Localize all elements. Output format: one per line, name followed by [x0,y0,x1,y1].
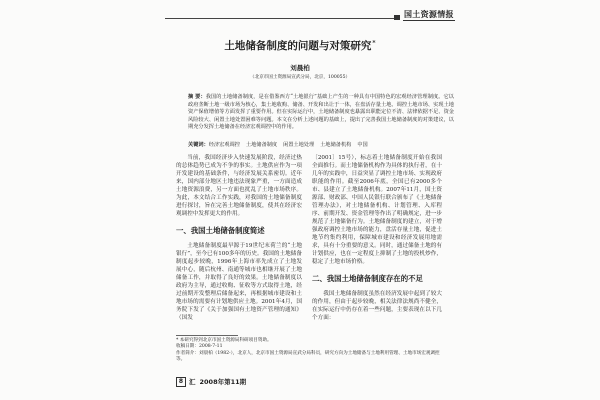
footnote-funding: * 本研究得到北京市国土资源局科研项目资助。 [176,338,272,343]
issue-label: 2008年第11期 [199,377,247,386]
title-footnote-mark: * [372,40,376,47]
author-affiliation: （北京市国土资源局宣武分局，北京，100055） [249,75,351,80]
keyword: 闲置土地处理 [283,142,315,148]
page-number: 8 [176,377,186,387]
footnote-author-bio: 作者简介：刘晨柏（1982-），北京人，北京市国土资源局宣武分局科员，研究方向为土地储备与土地利用管理、土地市场宏观调控等。 [176,350,440,363]
keyword: 经济宏观调控 [208,142,240,148]
article-title: 土地储备制度的问题与对策研究 [224,40,372,52]
intro-paragraph: 当前，我国经济步入快速发展阶段，经济过热的总体趋势已成为不争的事实。土地供应作为一项开发建设的基础条件，与经济发展关系密切。近年来，国内部分地区土地违法现象严重，一方面造成土地资源浪费，另一方面也扰乱了土地市场秩序。为此，本文结合工作实践，对我国的土地储备制度进行探讨，旨在完善土地储备制度，使其在经济宏观调控中发挥更大的作用。 [176,155,302,217]
body-paragraph: 土地储备制度最早源于19世纪末荷兰的“土地银行”，至今已有100多年的历史。我国的土地储备制度起步较晚，1996年上海市率先成立了土地发展中心，随后杭州、南通等城市也相继开展了土地储备工作，并取得了良好的效果。土地储备制度以政府为主导，通过收购、征收等方式取得土地，经过前期开发整理后储备起来，再根据城市建设和土地市场的需要有计划地供应土地。2001年4月，国务院下发了《关于加强国有土地资产管理的通知》（国发 [176,243,302,321]
body-paragraph: 我国土地储备制度虽然在经济发展中起到了较大的作用，但由于起步较晚，相关法律法规尚不健全，在实际运行中仍存在着一些问题，主要表现在以下几个方面： [312,291,442,321]
header-decoration-bar [394,15,400,20]
footnotes [176,338,442,364]
section-heading: 二、我国土地储备制度存在的不足 [312,274,423,283]
abstract-label: 摘 要： [188,94,206,100]
keywords-label: 关键词： [188,142,209,148]
footer-mark: 汇 [189,377,196,386]
footnote-rule [176,335,238,336]
footnote-received-date: 收稿日期：2008-7-11 [176,344,223,350]
page-footer [176,377,246,387]
body-paragraph-continued: 〔2001〕15号），标志着土地储备制度开始在我国全面推行。而土地储备机构作为具体的执行者，在十几年的实践中，日益突显了调控土地市场、实现政府职能的作用。截至2006年底，全国已有2000多个市、县建立了土地储备机构。2007年11月，国土资源部、财政部、中国人民银行联合颁布了《土地储备管理办法》，对土地储备机构、计划管理、入库程序、前期开发、资金管理等作出了明确规定，进一步规范了土地储备行为。土地储备制度的建立，对于增强政府调控土地市场的能力，盘活存量土地，促进土地节约集约利用，保障城市建设和经济发展用地需求，具有十分重要的意义。同时，通过储备土地的有计划供应，也在一定程度上抑制了土地的投机炒作，稳定了土地市场价格。 [312,155,442,265]
body-column-right [312,154,442,322]
abstract-text: 我国的土地储备制度，是在借鉴西方“土地银行”基础上产生的一种具有中国特色的宏观经济管理制度。它以政府垄断土地一级市场为核心，集土地收购、储备、开发和出让于一体，在盘活存量土地、调控土地市场、实现土地资产保值增值等方面发挥了重要作用。但在实际运行中，土地储备制度也暴露出职能定位不清、法律依据不足、资金风险较大、闲置土地处置困难等问题。本文在分析上述问题的基础上，提出了完善我国土地储备制度的对策建议，以期充分发挥土地储备在经济宏观调控中的作用。 [188,94,454,131]
keyword: 土地储备机构 [320,142,352,148]
abstract [188,94,454,132]
author-name: 刘晨柏 [290,64,310,72]
keyword: 土地储备制度 [245,142,278,148]
journal-name: 国土资源情报 [404,10,454,19]
body-column-left [176,154,302,322]
section-heading: 一、我国土地储备制度简述 [176,226,265,235]
keyword: 中国 [357,142,368,148]
header-rule [165,18,397,19]
keywords [188,142,454,149]
article-title-block [0,40,600,54]
